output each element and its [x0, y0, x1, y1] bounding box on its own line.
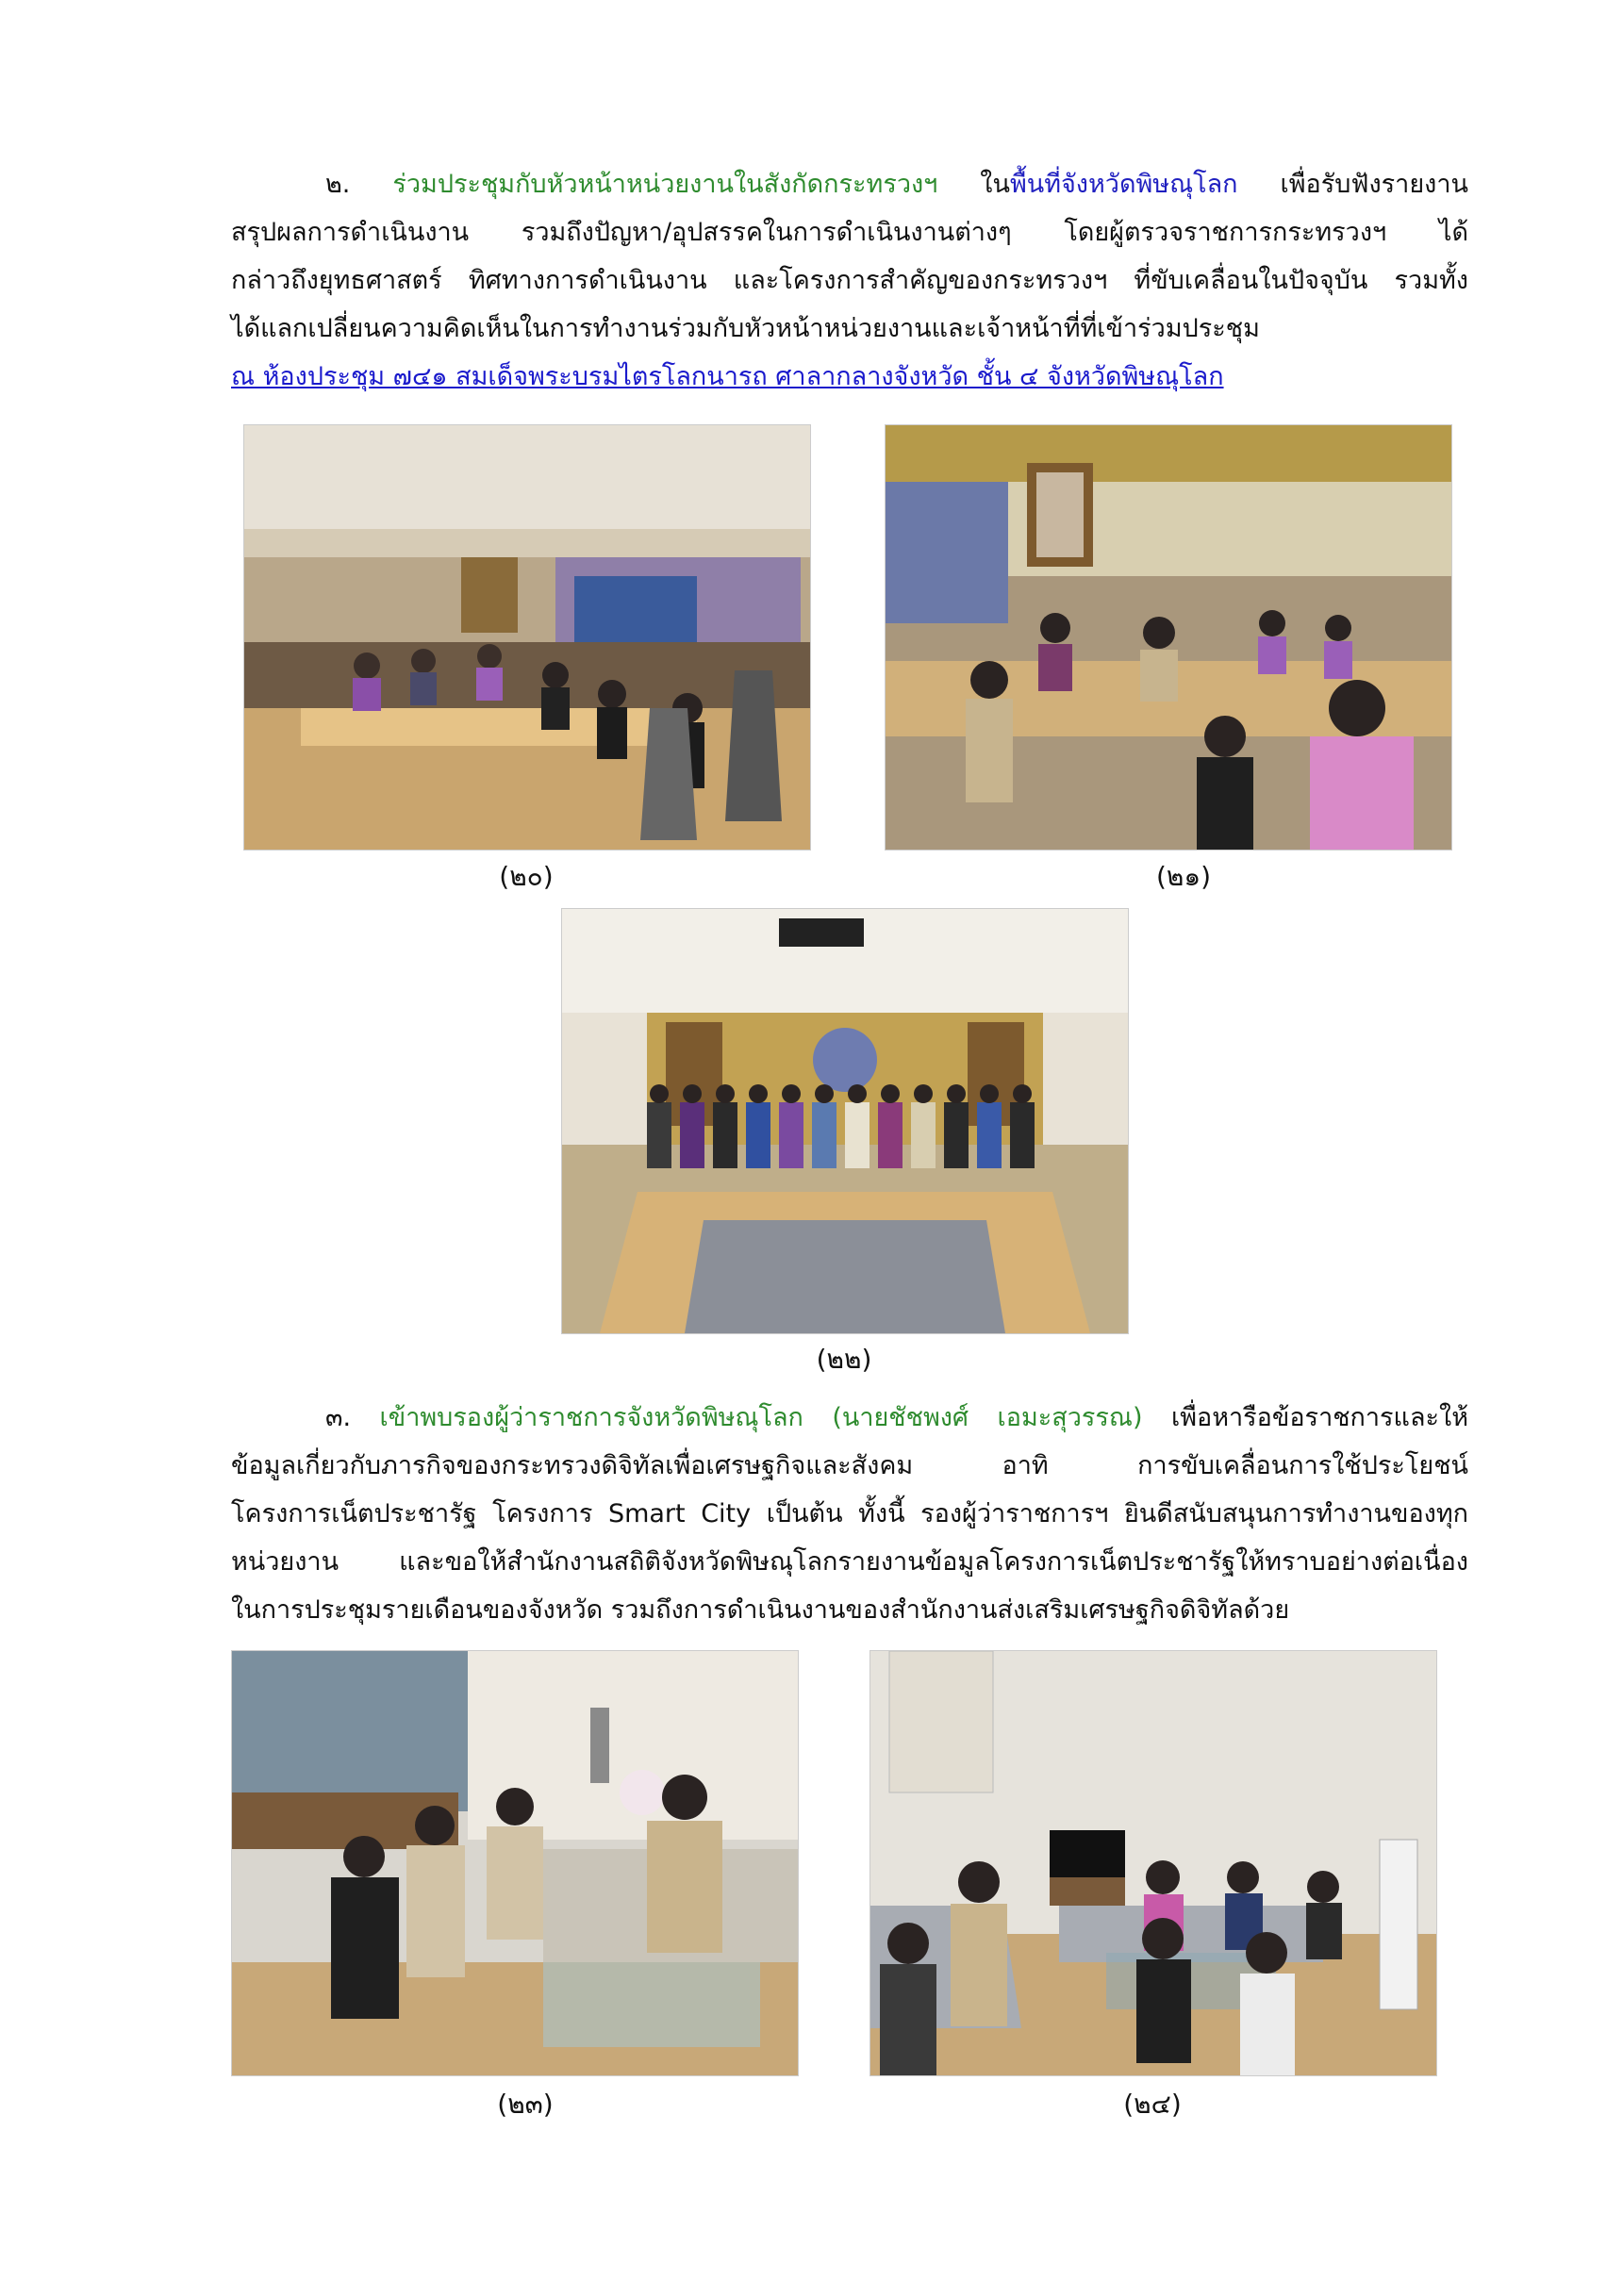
section-3-heading: เข้าพบรองผู้ว่าราชการจังหวัดพิษณุโลก (นายชัชพงศ์ เอมะสุวรรณ): [379, 1403, 1143, 1432]
section-2-paragraph: [231, 160, 1468, 401]
section-3-line-1: ๓. เข้าพบรองผู้ว่าราชการจังหวัดพิษณุโลก (นายชัชพงศ์ เอมะสุวรรณ) เพื่อหารือข้อราชการและให้: [325, 1403, 1468, 1432]
section-3-line-5: ในการประชุมรายเดือนของจังหวัด รวมถึงการดำเนินงานของสำนักงานส่งเสริมเศรษฐกิจดิจิทัลด้วย: [231, 1595, 1290, 1625]
section-2-line-4: ได้แลกเปลี่ยนความคิดเห็นในการทำงานร่วมกับหัวหน้าหน่วยงานและเจ้าหน้าที่ที่เข้าร่วมประชุม: [231, 314, 1260, 343]
photo-20-meeting: [243, 424, 811, 851]
section-2-line-2: สรุปผลการดำเนินงาน รวมถึงปัญหา/อุปสรรคในการดำเนินงานต่างๆ โดยผู้ตรวจราชการกระทรวงฯ ได้: [231, 218, 1468, 247]
section-3-line-2: ข้อมูลเกี่ยวกับภารกิจของกระทรวงดิจิทัลเพื่อเศรษฐกิจและสังคม อาทิ การขับเคลื่อนการใช้ประโยชน์: [231, 1451, 1468, 1480]
section-3-number: ๓.: [325, 1403, 352, 1432]
section-2-line-3: กล่าวถึงยุทธศาสตร์ ทิศทางการดำเนินงาน และโครงการสำคัญของกระทรวงฯ ที่ขับเคลื่อนในปัจจุบัน รวมทั้ง: [231, 266, 1468, 295]
section-2-venue-line: [231, 353, 1468, 401]
caption-23: (๒๓): [497, 2089, 554, 2120]
section-3-line-4: หน่วยงาน และขอให้สำนักงานสถิติจังหวัดพิษณุโลกรายงานข้อมูลโครงการเน็ตประชารัฐให้ทราบอย่างต่อเนื่อง: [231, 1547, 1468, 1577]
caption-20: (๒๐): [499, 861, 554, 892]
section-2-line-1: ๒. ร่วมประชุมกับหัวหน้าหน่วยงานในสังกัดกระทรวงฯ ในพื้นที่จังหวัดพิษณุโลก เพื่อรับฟังรายงาน: [325, 170, 1468, 199]
section-2-place: พื้นที่จังหวัดพิษณุโลก: [1009, 170, 1238, 199]
photo-23-vice-governor: [231, 1650, 799, 2076]
section-3-line-3: โครงการเน็ตประชารัฐ โครงการ Smart City เป็นต้น ทั้งนี้ รองผู้ว่าราชการฯ ยินดีสนับสนุนการทำงานของทุก: [231, 1499, 1468, 1528]
section-3-paragraph: [231, 1394, 1468, 1634]
photo-22-group: [561, 908, 1129, 1334]
caption-21: (๒๑): [1155, 861, 1212, 892]
caption-22: (๒๒): [816, 1344, 872, 1375]
photo-21-meeting: [885, 424, 1452, 851]
photo-24-sofa-meeting: [869, 1650, 1437, 2076]
caption-24: (๒๔): [1123, 2089, 1182, 2120]
section-2-heading: ร่วมประชุมกับหัวหน้าหน่วยงานในสังกัดกระทรวงฯ: [392, 170, 938, 199]
section-2-number: ๒.: [325, 170, 351, 199]
venue-link[interactable]: ณ ห้องประชุม ๗๔๑ สมเด็จพระบรมไตรโลกนารถ ศาลากลางจังหวัด ชั้น ๔ จังหวัดพิษณุโลก: [231, 362, 1224, 391]
